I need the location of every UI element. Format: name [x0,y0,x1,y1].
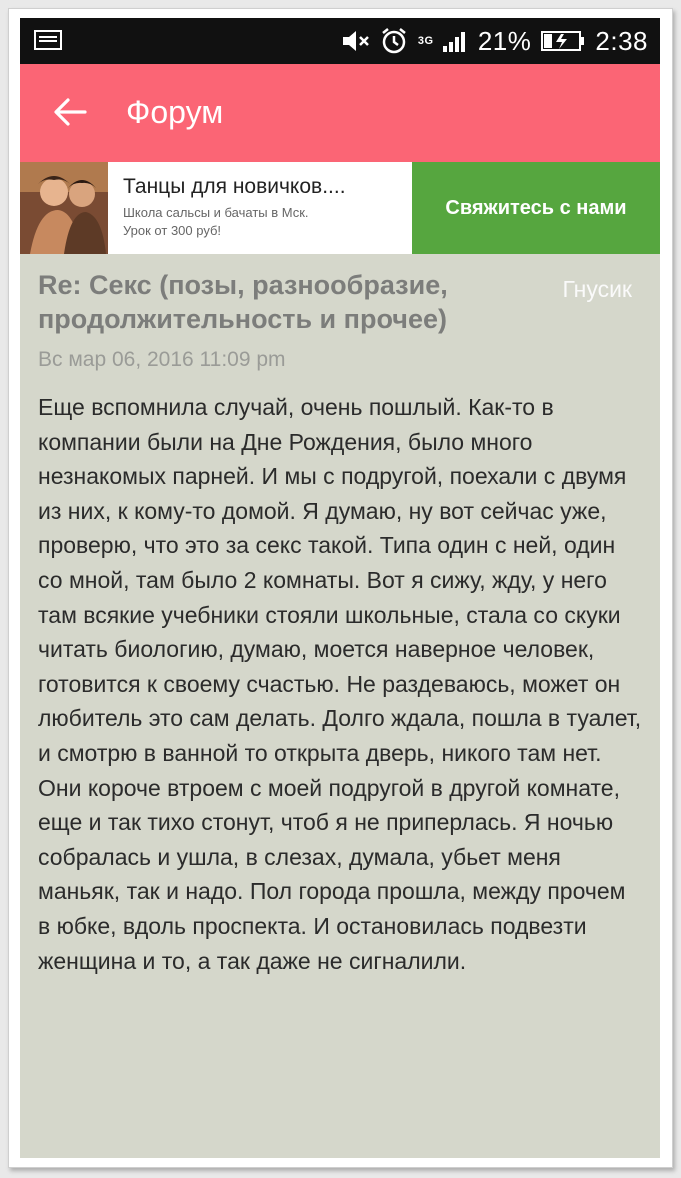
back-button[interactable] [50,92,90,132]
post-author[interactable]: Гнусик [562,276,632,302]
ad-description-line1: Школа сальсы и бачаты в Мск. [123,205,309,220]
status-icons [340,18,648,64]
battery-icon [541,30,585,52]
ad-description-line2: Урок от 300 руб! [123,223,222,238]
contact-us-button[interactable]: Свяжитесь с нами [412,162,660,254]
page-title: Форум [126,94,224,130]
ad-banner[interactable] [20,162,660,254]
status-bar [20,18,660,64]
post-body: Еще вспомнила случай, очень пошлый. Как-то в компании были на Дне Рождения, было много незнакомых парней. И мы с подругой, поехали с двумя из них, к кому-то домой. Я думаю, ну вот сейчас уже, проверю, что это за секс такой. Типа один с ней, один со мной, там было 2 комнаты. Вот я сижу, жду, у него там всякие учебники стояли школьные, стала со скуки читать биологию, думаю, моется наверное человек, готовится к своему счастью. Не раздеваюсь, может он любитель это сам делать. Долго ждала, пошла в туалет, и смотрю в ванной то открыта дверь, никого там нет. Они короче втроем с моей подругой в другой комнате, еще и так тихо стонут, чтоб я не приперлась. Я ночью собралась и ушла, в слезах, думала, убьет меня маньяк, так и надо. Пол города прошла, между прочем в юбке, вдоль проспекта. И остановилась подвезти женщина и то, а так даже не сигналили. [38,394,642,974]
network-type-icon [418,36,432,47]
ad-description [123,204,405,240]
signal-icon [442,30,468,52]
ad-title: Танцы для новичков.... [123,175,346,198]
clock: 2:38 [595,25,648,56]
ad-image[interactable] [20,162,108,254]
network-type-label: 3G [417,34,434,47]
app-bar [20,64,660,162]
ad-text[interactable] [123,174,405,240]
arrow-left-icon [53,97,87,127]
post-date: Вс мар 06, 2016 11:09 pm [38,348,286,371]
notification-icon [34,30,62,50]
phone-screen [20,18,660,1158]
battery-percent: 21% [477,25,532,56]
mute-icon [340,29,370,53]
alarm-icon [380,27,408,55]
post-title: Re: Секс (позы, разнообразие, продолжительность и прочее) [38,270,448,334]
